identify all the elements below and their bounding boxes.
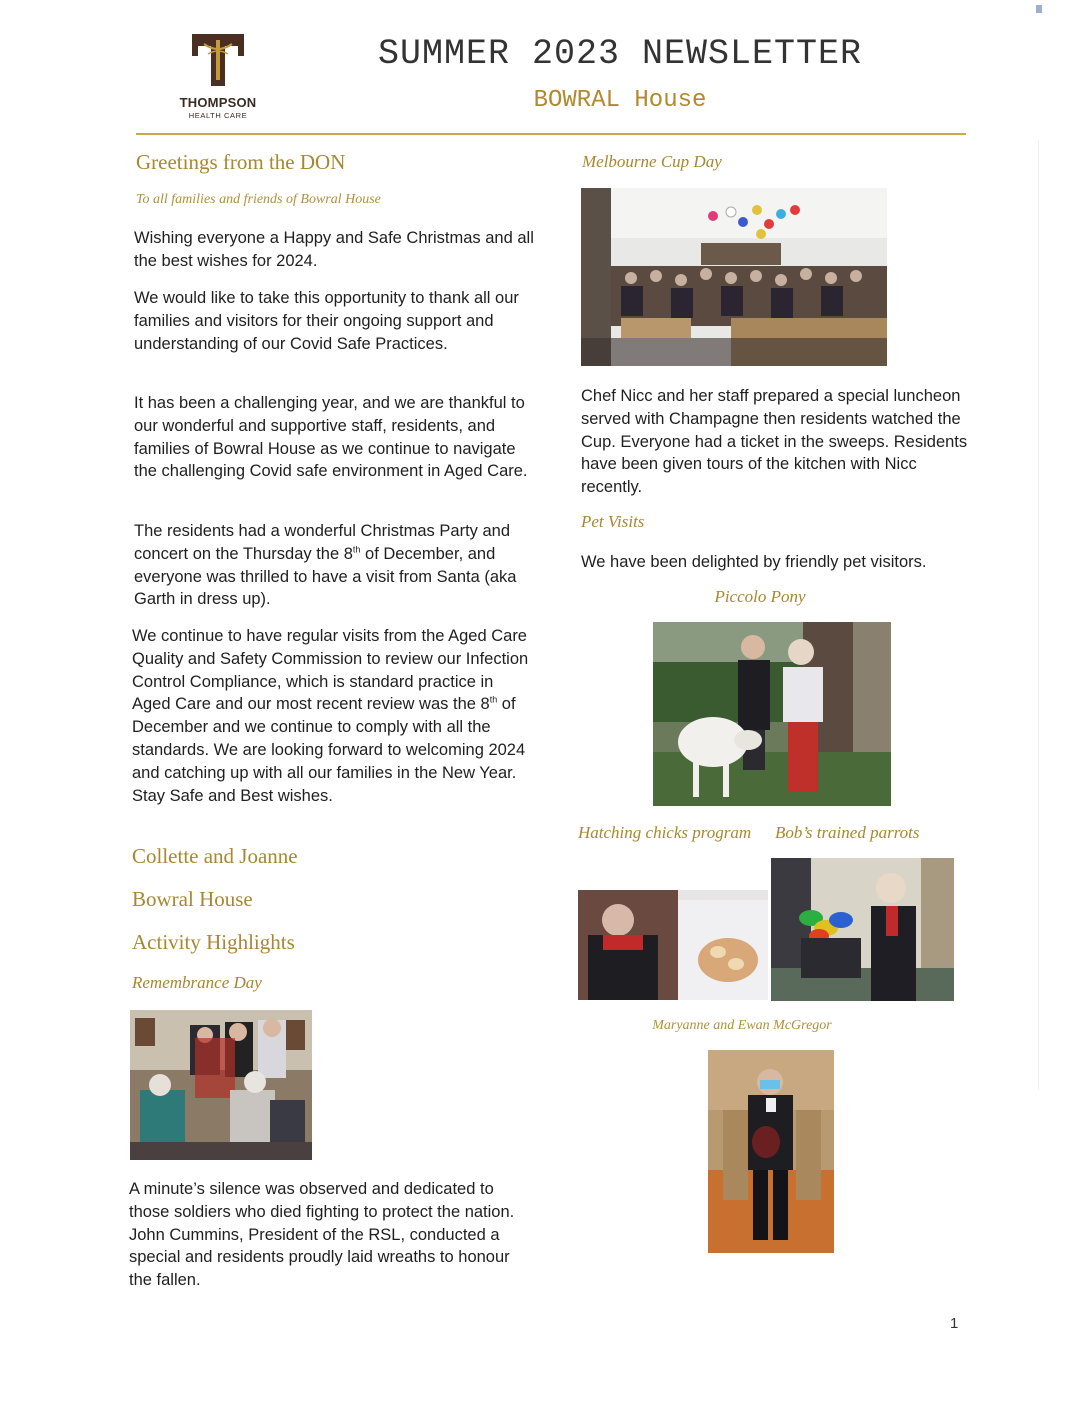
- paragraph-challenging-year: It has been a challenging year, and we are thankful to our wonderful and supportive staff, residents, and families of Bowral House as we continue to navigate the challenging Covid safe environment in Aged Care.: [134, 394, 528, 481]
- mcgregor-caption: Maryanne and Ewan McGregor: [652, 1018, 832, 1033]
- scan-artifact: [1036, 5, 1042, 13]
- pet-visits-heading: Pet Visits: [581, 512, 645, 531]
- remembrance-text: A minute’s silence was observed and dedicated to those soldiers who died fighting to protect the nation. John Cummins, President of the RSL, conducted a special and residents proudly laid wreaths to honour the fallen.: [129, 1180, 515, 1290]
- remembrance-day-photo: [130, 1010, 312, 1160]
- pet-visits-text: We have been delighted by friendly pet visitors.: [581, 553, 927, 571]
- logo-subtitle: HEALTH CARE: [188, 111, 248, 120]
- don-heading: Greetings from the DON: [136, 150, 346, 174]
- newsletter-subtitle: BOWRAL House: [533, 87, 707, 114]
- paragraph-commission-visits: We continue to have regular visits from the Aged Care Quality and Safety Commission to review our Infection Control Compliance, which is standard practice in Aged Care and our most recent review was the 8th of December and we continue to comply with all the standards. We are looking forward to welcoming 2024 and catching up with all our families in the New Year. Stay Safe and Best wishes.: [132, 627, 529, 805]
- melbourne-cup-heading: Melbourne Cup Day: [582, 152, 722, 171]
- remembrance-heading: Remembrance Day: [132, 973, 262, 992]
- pony-caption: Piccolo Pony: [714, 587, 806, 606]
- signoff-house: Bowral House: [132, 887, 253, 911]
- paragraph-wishes: Wishing everyone a Happy and Safe Christmas and all the best wishes for 2024.: [134, 229, 534, 270]
- parrots-caption: Bob’s trained parrots: [775, 823, 920, 842]
- thompson-logo-icon: [190, 32, 246, 88]
- mcgregor-photo: [708, 1050, 834, 1253]
- page-number: 1: [950, 1315, 959, 1332]
- hatching-chicks-photo: [578, 890, 768, 1000]
- paragraph-christmas-party: The residents had a wonderful Christmas Party and concert on the Thursday the 8th of December, and everyone was thrilled to have a visit from Santa (aka Garth in dress up).: [134, 522, 517, 609]
- trained-parrots-photo: [771, 858, 954, 1001]
- chicks-caption: Hatching chicks program: [578, 823, 752, 842]
- logo-name: THOMPSON: [179, 95, 257, 110]
- newsletter-title: SUMMER 2023 NEWSLETTER: [377, 34, 863, 74]
- melbourne-cup-text: Chef Nicc and her staff prepared a special luncheon served with Champagne then residents watched the Cup. Everyone had a ticket in the sweeps. Residents have been given tours of the kitchen with Nicc recently.: [581, 387, 968, 497]
- don-subheading: To all families and friends of Bowral House: [136, 192, 381, 207]
- header-divider: [136, 133, 966, 135]
- activity-highlights-heading: Activity Highlights: [132, 930, 295, 954]
- melbourne-cup-photo: [581, 188, 887, 366]
- scan-edge-line: [1038, 140, 1039, 1090]
- signoff-names: Collette and Joanne: [132, 844, 298, 868]
- paragraph-thanks: We would like to take this opportunity to thank all our families and visitors for their ongoing support and understanding of our Covid Safe Practices.: [134, 289, 519, 353]
- piccolo-pony-photo: [653, 622, 891, 806]
